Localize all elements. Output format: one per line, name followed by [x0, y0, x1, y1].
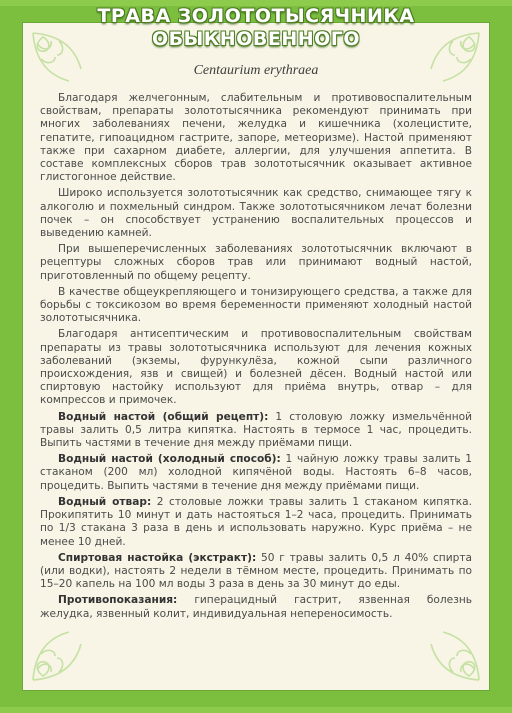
paragraph-text: 50 г травы залить 0,5 л 40% спирта (или водки), настоять 2 недели в тёмном месте, процедить. Принимать по 15–20 капель на 100 мл воды 3 раза в день за 30 минут до еды.: [40, 551, 472, 591]
paragraph: [40, 496, 472, 549]
leaf-swirl-icon: [413, 614, 483, 684]
recipe-heading: Спиртовая настойка (экстракт):: [58, 551, 257, 564]
paragraph-text: 2 столовые ложки травы залить 1 стаканом кипятка. Прокипятить 10 минут и дать настояться 1–2 часа, процедить. Принимать по 1/3 стакана 3 раза в день и использовать наружно. Курс приёма – не менее 10 дней.: [40, 495, 472, 548]
paragraph: [40, 552, 472, 592]
paragraph-text: гиперацидный гастрит, язвенная болезнь желудка, язвенный колит, индивидуальная непереносимость.: [40, 594, 472, 620]
frame-bottom-stripe: [0, 707, 512, 713]
article-body: [40, 92, 472, 624]
recipe-heading: Противопоказания:: [58, 594, 178, 607]
recipe-heading: Водный отвар:: [58, 495, 152, 508]
paragraph-text: Благодаря антисептическим и противовоспалительным свойствам препараты из травы золототысячника используют для лечения кожных заболеваний (экземы, фурункулёза, кожной сыпи различного происхождения, язв и свищей) и болезней дёсен. Водный настой или спиртовую настойку используют для приёма внутрь, отвар – для компрессов и примочек.: [40, 328, 472, 407]
page-title: [0, 0, 512, 58]
paragraph-text: При вышеперечисленных заболеваниях золототысячник включают в рецептуры сложных сборов трав или принимают водный настой, приготовленный по общему рецепту.: [40, 243, 472, 282]
leaf-swirl-icon: [29, 614, 99, 684]
paragraph: [40, 411, 472, 451]
paragraph: [40, 243, 472, 283]
paragraph-text: 1 столовую ложку измельчённой травы залить 0,5 литра кипятка. Настоять в термосе 1 час, процедить. Выпить частями в течение дня между приёмами пищи.: [40, 410, 472, 450]
paragraph-text: 1 чайную ложку травы залить 1 стаканом (200 мл) холодной кипячёной воды. Настоять 6–8 часов, процедить. Выпить частями в течение дня между приёмами пищи.: [40, 453, 472, 492]
paragraph: [40, 453, 472, 493]
paragraph-text: Широко используется золототысячник как средство, снимающее тягу к алкоголю и похмельный синдром. Также золототысячником лечат болезни почек – он способствует устранению воспалительных процессов и выведению камней.: [40, 187, 472, 240]
paragraph: [40, 92, 472, 184]
recipe-heading: Водный настой (общий рецепт):: [58, 410, 269, 423]
title-line-1: ТРАВА ЗОЛОТОТЫСЯЧНИКА: [97, 5, 415, 27]
recipe-heading: Водный настой (холодный способ):: [58, 453, 281, 466]
paragraph-text: В качестве общеукрепляющего и тонизирующего средства, а также для борьбы с токсикозом во время беременности применяют холодный настой золототысячника.: [40, 285, 472, 325]
paragraph: [40, 328, 472, 407]
paragraph-text: Благодаря желчегонным, слабительным и противовоспалительным свойствам, препараты золототысячника рекомендуют принимать при многих заболеваниях печени, желудка и кишечника (холецистите, гепатите, гипоацидном гастрите, запоре, метеоризме). Настой применяют также при сахарном диабете, аллергии, для улучшения аппетита. В составе комплексных сборов трав золототысячник оказывает активное глистогонное действие.: [40, 92, 472, 184]
paragraph: [40, 187, 472, 240]
paragraph: [40, 286, 472, 326]
paragraph: [40, 594, 472, 620]
title-line-2: ОБЫКНОВЕННОГО: [151, 28, 361, 50]
latin-name: Centaurium erythraea: [193, 63, 319, 78]
